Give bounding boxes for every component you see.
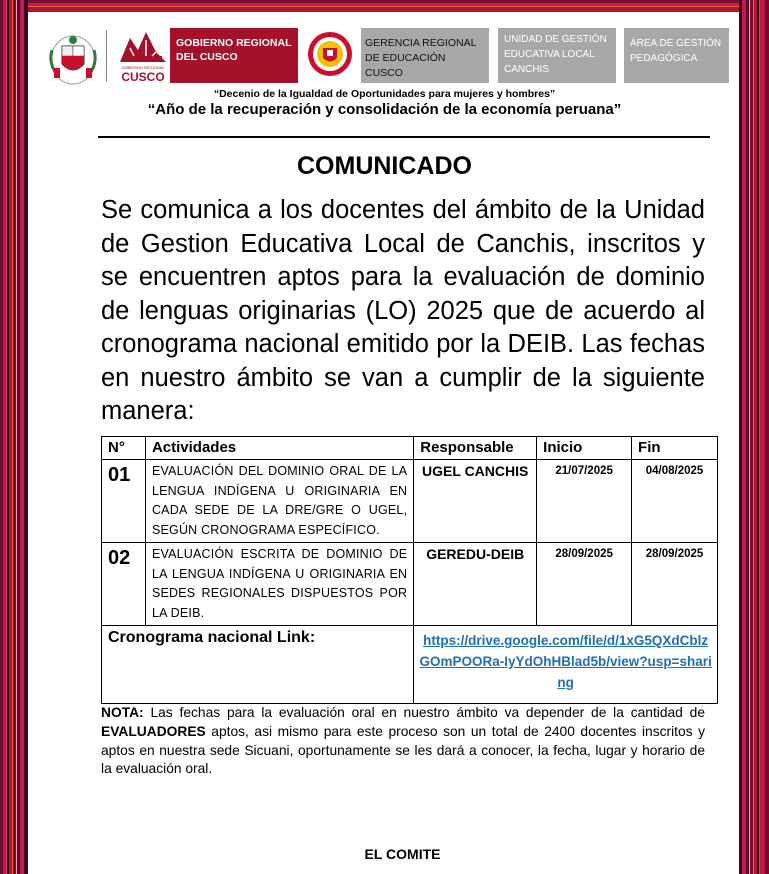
note-paragraph bbox=[101, 704, 705, 779]
col-header-fin: Fin bbox=[632, 437, 718, 460]
row-number: 01 bbox=[102, 460, 146, 543]
cusco-logo-icon bbox=[116, 28, 170, 84]
ugel-canchis-box: UNIDAD DE GESTIÓN EDUCATIVA LOCAL CANCHIS bbox=[498, 28, 616, 83]
woven-border-top bbox=[0, 0, 769, 12]
table-row bbox=[102, 543, 718, 626]
peru-coat-of-arms-icon bbox=[42, 28, 104, 88]
row-activity: EVALUACIÓN ESCRITA DE DOMINIO DE LA LENGUA INDÍGENA U ORIGINARIA EN SEDES REGIONALES DISPUESTOS POR LA DEIB. bbox=[145, 543, 413, 626]
row-responsable: UGEL CANCHIS bbox=[414, 460, 537, 543]
table-row bbox=[102, 460, 718, 543]
row-number: 02 bbox=[102, 543, 146, 626]
row-responsable: GEREDU-DEIB bbox=[414, 543, 537, 626]
signature: EL COMITE bbox=[364, 846, 441, 862]
row-inicio: 21/07/2025 bbox=[537, 460, 632, 543]
announcement-body: Se comunica a los docentes del ámbito de la Unidad de Gestion Educativa Local de Canchis, inscritos y se encuentren aptos para la evaluación de dominio de lenguas originarias (LO) 2025 que de acuerdo al cronograma nacional emitido por la DEIB. Las fechas en nuestro ámbito se van a cumplir de la siguiente manera: bbox=[101, 196, 705, 425]
woven-border-right bbox=[739, 0, 769, 874]
cronograma-label: Cronograma nacional Link: bbox=[102, 626, 414, 704]
col-header-responsable: Responsable bbox=[414, 437, 537, 460]
cronograma-row bbox=[102, 626, 718, 704]
row-fin: 28/09/2025 bbox=[632, 543, 718, 626]
link-cell bbox=[414, 626, 718, 704]
area-gestion-box: ÁREA DE GESTIÓN PEDAGÓGICA bbox=[624, 28, 729, 83]
header-divider bbox=[106, 30, 107, 82]
document-title: COMUNICADO bbox=[297, 152, 472, 180]
woven-border-left bbox=[0, 0, 28, 874]
row-inicio: 28/09/2025 bbox=[537, 543, 632, 626]
header-rule bbox=[98, 136, 710, 138]
note-label: NOTA: bbox=[101, 705, 144, 720]
gerencia-seal-icon bbox=[306, 28, 354, 80]
gobierno-regional-box: GOBIERNO REGIONAL DEL CUSCO bbox=[170, 28, 298, 83]
gerencia-regional-box: GERENCIA REGIONAL DE EDUCACIÓN CUSCO bbox=[361, 28, 489, 83]
letterhead bbox=[28, 24, 739, 96]
decenio-line: “Decenio de la Igualdad de Oportunidades para mujeres y hombres” bbox=[213, 88, 556, 100]
col-header-activity: Actividades bbox=[145, 437, 413, 460]
year-motto: “Año de la recuperación y consolidación de la economía peruana” bbox=[147, 101, 622, 118]
row-activity: EVALUACIÓN DEL DOMINIO ORAL DE LA LENGUA INDÍGENA U ORIGINARIA EN CADA SEDE DE LA DRE/GRE O UGEL, SEGÚN CRONOGRAMA ESPECÍFICO. bbox=[145, 460, 413, 543]
schedule-table bbox=[101, 436, 718, 704]
col-header-inicio: Inicio bbox=[537, 437, 632, 460]
table-header-row bbox=[102, 437, 718, 460]
col-header-num: N° bbox=[102, 437, 146, 460]
cronograma-link[interactable]: https://drive.google.com/file/d/1xG5QXdCblzGOmPOORa-IyYdOhHBlad5b/view?usp=sharing bbox=[419, 633, 712, 690]
svg-text:GOBIERNO REGIONAL: GOBIERNO REGIONAL bbox=[121, 65, 165, 70]
note-text-2: aptos, asi mismo para este proceso son un total de 2400 docentes inscritos y aptos en nuestra sede Sicuani, oportunamente se les dará a conocer, la fecha, lugar y horario de la evaluación oral. bbox=[101, 723, 705, 777]
note-emphasis: EVALUADORES bbox=[101, 723, 206, 739]
row-fin: 04/08/2025 bbox=[632, 460, 718, 543]
note-text-1: Las fechas para la evaluación oral en nuestro ámbito va depender de la cantidad de bbox=[143, 705, 705, 720]
svg-text:CUSCO: CUSCO bbox=[121, 70, 165, 84]
